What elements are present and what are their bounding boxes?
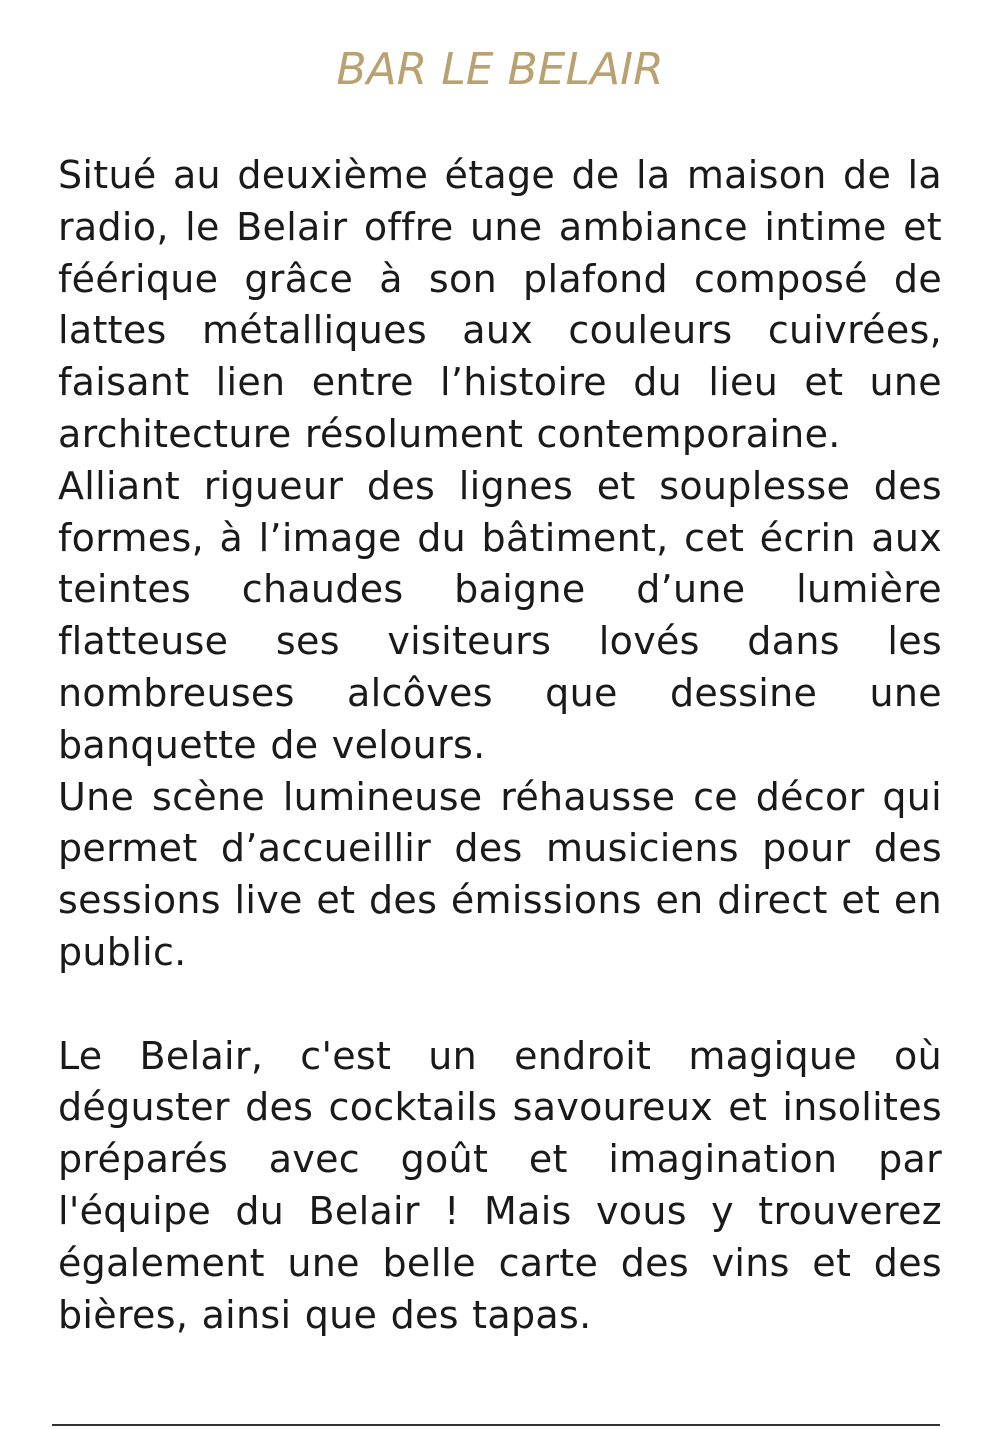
paragraph-stage: Une scène lumineuse réhausse ce décor qui permet d’accueillir des musiciens pour des sessions live et des émissions en direct et en public. [58, 774, 942, 974]
paragraph-drinks: Le Belair, c'est un endroit magique où déguster des cocktails savoureux et insolites préparés avec goût et imagination par l'équipe du Belair ! Mais vous y trouverez également une belle carte des vins et des bières, ainsi que des tapas. [58, 1033, 942, 1337]
paragraph-ambiance: Alliant rigueur des lignes et souplesse des formes, à l’image du bâtiment, cet écrin aux teintes chaudes baigne d’une lumière flatteuse ses visiteurs lovés dans les nombreuses alcôves que dessine une banquette de velours. [58, 463, 942, 767]
paragraph-spacer [58, 979, 942, 1031]
paragraph-location: Situé au deuxième étage de la maison de la radio, le Belair offre une ambiance intime et féérique grâce à son plafond composé de lattes métalliques aux couleurs cuivrées, faisant lien entre l’histoire du lieu et une architecture résolument contemporaine. [58, 153, 942, 456]
article-body [58, 150, 942, 1341]
section-divider [52, 1424, 940, 1426]
page-title: BAR LE BELAIR [336, 44, 664, 95]
